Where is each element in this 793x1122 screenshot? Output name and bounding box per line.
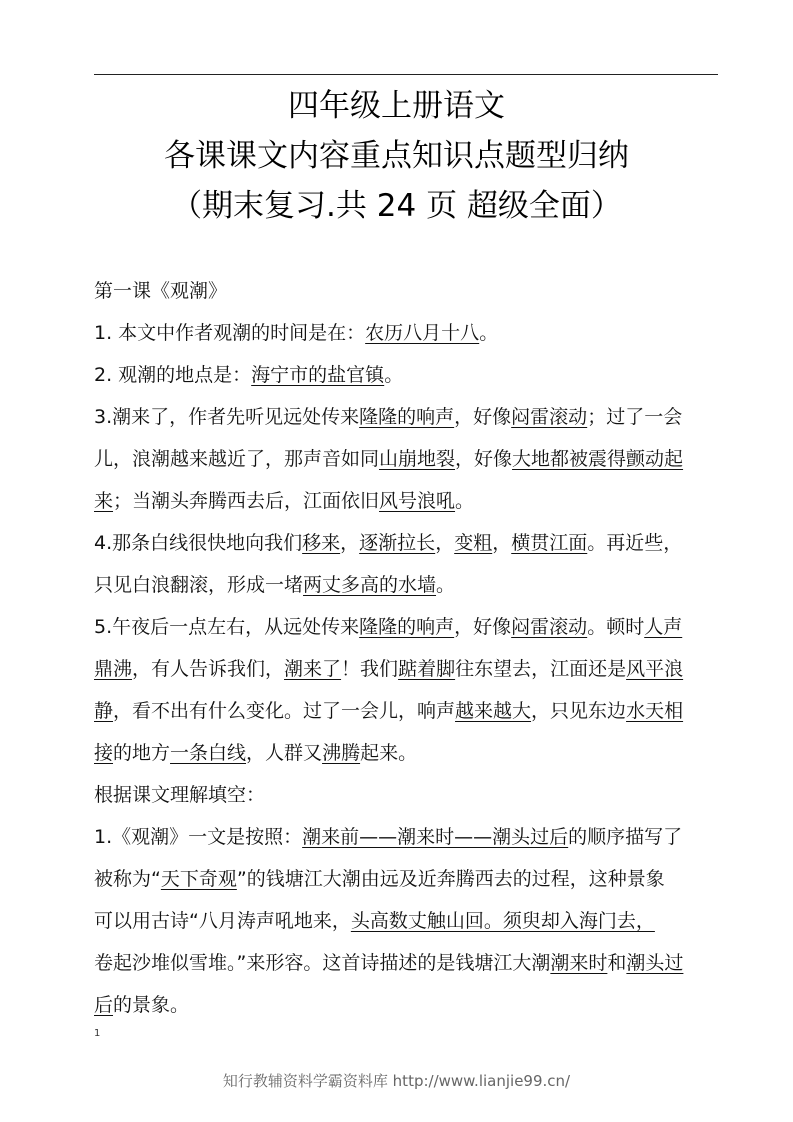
text-line xyxy=(94,480,724,522)
underlined-answer: 逐渐拉长 xyxy=(359,532,436,554)
text-line xyxy=(94,438,724,480)
text-segment: 的景象。 xyxy=(113,994,190,1016)
underlined-answer: 后 xyxy=(94,994,114,1016)
underlined-answer: 两丈多高的水墙 xyxy=(303,574,437,596)
source-watermark: 知行教辅资料学霸资料库 http://www.lianjie99.cn/ xyxy=(222,1072,571,1090)
text-segment: 。 xyxy=(436,574,456,596)
underlined-answer: 一条白线 xyxy=(170,742,247,764)
text-segment: 5.午夜后一点左右，从远处传来 xyxy=(94,616,360,638)
text-segment: ！我们 xyxy=(341,658,399,680)
text-line xyxy=(94,732,724,774)
text-line xyxy=(94,690,724,732)
text-segment: 。 xyxy=(455,490,475,512)
body-text xyxy=(94,270,724,1026)
underlined-answer: 潮来前——潮来时——潮头过后 xyxy=(302,826,569,848)
text-line xyxy=(94,942,724,984)
text-segment: 只见白浪翻滚，形成一堵 xyxy=(94,574,304,596)
text-segment: 2. 观潮的地点是： xyxy=(94,364,252,386)
text-segment: 1. 本文中作者观潮的时间是在： xyxy=(94,322,366,344)
underlined-answer: 鼎沸 xyxy=(94,658,133,680)
text-segment: 。 xyxy=(384,364,404,386)
header-rule xyxy=(94,74,718,75)
page-number: 1 xyxy=(94,1028,101,1039)
text-line xyxy=(94,774,724,816)
underlined-answer: 风平浪 xyxy=(626,658,684,680)
text-segment: 1.《观潮》一文是按照： xyxy=(94,826,303,848)
text-segment: 。顿时 xyxy=(587,616,645,638)
text-line xyxy=(94,312,724,354)
text-line xyxy=(94,606,724,648)
text-segment: ，有人告诉我们， xyxy=(132,658,285,680)
underlined-answer: 山崩地裂 xyxy=(379,448,456,470)
underlined-answer: 水天相 xyxy=(626,700,684,722)
text-line xyxy=(94,858,724,900)
text-segment: 3.潮来了，作者先听见远处传来 xyxy=(94,406,360,428)
underlined-answer: 来 xyxy=(94,490,114,512)
text-line xyxy=(94,270,724,312)
text-line xyxy=(94,900,724,942)
title-line-1: 四年级上册语文 xyxy=(288,88,505,124)
text-segment: ， xyxy=(435,532,455,554)
underlined-answer: 潮来时 xyxy=(550,952,608,974)
text-line xyxy=(94,564,724,606)
underlined-answer: 横贯江面 xyxy=(511,532,588,554)
underlined-answer: 接 xyxy=(94,742,114,764)
underlined-answer: 农历八月十八 xyxy=(365,322,480,344)
text-line xyxy=(94,648,724,690)
underlined-answer: 潮来了 xyxy=(284,658,342,680)
underlined-answer: 大地都被震得颤动起 xyxy=(512,448,684,470)
text-segment: ；过了一会 xyxy=(587,406,683,428)
text-segment: ；当潮头奔腾西去后，江面依旧 xyxy=(113,490,380,512)
underlined-answer: 风号浪吼 xyxy=(379,490,456,512)
underlined-answer: 隆隆的响声 xyxy=(359,616,455,638)
underlined-answer: 闷雷滚动 xyxy=(511,406,588,428)
underlined-answer: 天下奇观 xyxy=(160,868,237,890)
underlined-answer: 海宁市的盐官镇 xyxy=(251,364,385,386)
text-segment: ，好像 xyxy=(454,406,512,428)
text-segment: ，看不出有什么变化。过了一会儿，响声 xyxy=(113,700,456,722)
text-segment: 的顺序描写了 xyxy=(568,826,683,848)
underlined-answer: 沸腾 xyxy=(322,742,361,764)
text-segment: ， xyxy=(340,532,360,554)
text-segment: 。 xyxy=(479,322,499,344)
text-segment: ，人群又 xyxy=(246,742,323,764)
text-segment: 根据课文理解填空： xyxy=(94,784,266,806)
text-line xyxy=(94,354,724,396)
underlined-answer: 越来越大 xyxy=(455,700,532,722)
text-segment: 往东望去，江面还是 xyxy=(455,658,627,680)
underlined-answer: 移来 xyxy=(302,532,341,554)
text-segment: ，只见东边 xyxy=(531,700,627,722)
underlined-answer: 变粗 xyxy=(454,532,493,554)
text-segment: 4.那条白线很快地向我们 xyxy=(94,532,303,554)
text-segment: ，好像 xyxy=(454,616,512,638)
title-line-2: 各课课文内容重点知识点题型归纳 xyxy=(164,138,629,174)
underlined-answer: 人声 xyxy=(644,616,683,638)
text-segment: 可以用古诗“八月涛声吼地来， xyxy=(94,910,351,932)
underlined-answer: 潮头过 xyxy=(626,952,684,974)
text-line xyxy=(94,984,724,1026)
underlined-answer: 头高数丈触山回。须臾却入海门去， xyxy=(350,910,655,932)
text-line xyxy=(94,522,724,564)
text-segment: 第一课《观潮》 xyxy=(94,280,228,302)
text-segment: 儿，浪潮越来越近了，那声音如同 xyxy=(94,448,380,470)
text-segment: ”的钱塘江大潮由远及近奔腾西去的过程，这种景象 xyxy=(236,868,665,890)
underlined-answer: 闷雷滚动 xyxy=(511,616,588,638)
text-segment: 。再近些， xyxy=(587,532,683,554)
text-segment: 被称为“ xyxy=(94,868,161,890)
text-segment: 卷起沙堆似雪堆。”来形容。这首诗描述的是钱塘江大潮 xyxy=(94,952,551,974)
underlined-answer: 静 xyxy=(94,700,114,722)
text-line xyxy=(94,396,724,438)
text-segment: 和 xyxy=(607,952,627,974)
underlined-answer: 踮着脚 xyxy=(398,658,456,680)
text-segment: ， xyxy=(492,532,512,554)
text-segment: 的地方 xyxy=(113,742,171,764)
title-line-3: （期末复习.共 24 页 超级全面） xyxy=(171,188,622,224)
text-line xyxy=(94,816,724,858)
text-segment: 起来。 xyxy=(360,742,418,764)
underlined-answer: 隆隆的响声 xyxy=(359,406,455,428)
text-segment: ，好像 xyxy=(455,448,513,470)
